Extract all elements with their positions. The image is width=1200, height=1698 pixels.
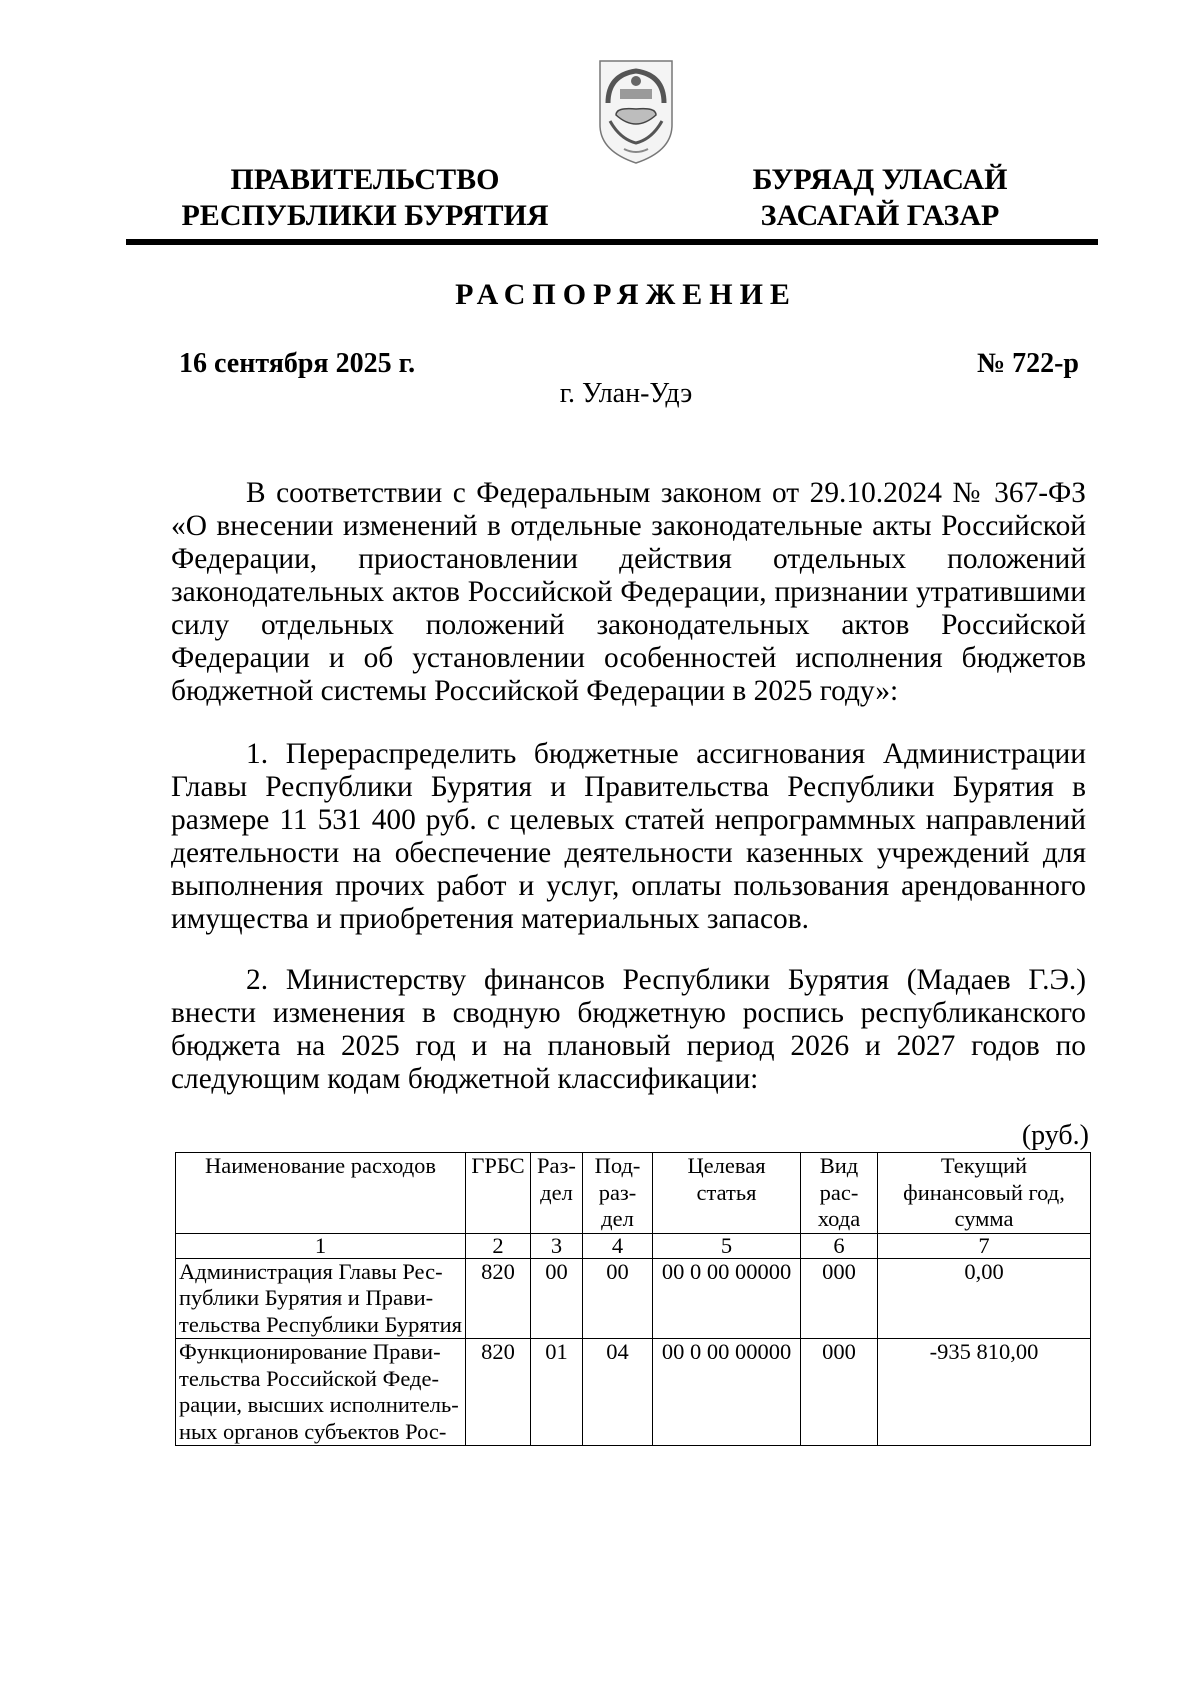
- document-title: РАСПОРЯЖЕНИЕ: [455, 278, 797, 311]
- row-section: 00: [531, 1258, 583, 1339]
- row-name: Функционирование Правительства Российской Федерации, высших исполнительных органов субъектов Рос-: [176, 1339, 466, 1446]
- col-number: 2: [466, 1233, 531, 1258]
- header-right-line2: ЗАСАГАЙ ГАЗАР: [760, 199, 1000, 232]
- table-unit-label: (руб.): [1021, 1120, 1089, 1151]
- col-number: 3: [531, 1233, 583, 1258]
- table-column-numbers-row: [176, 1233, 1091, 1258]
- budget-table: [175, 1152, 1091, 1446]
- col-header-grbs: ГРБС: [466, 1153, 531, 1234]
- col-number: 5: [653, 1233, 801, 1258]
- row-subsection: 00: [583, 1258, 653, 1339]
- row-section: 01: [531, 1339, 583, 1446]
- item-1-paragraph: 1. Перераспределить бюджетные ассигнования Администрации Главы Республики Бурятия и Правительства Республики Бурятия в размере 11 531 400 руб. с целевых статей непрограммных направлений деятельности на обеспечение деятельности казенных учреждений для выполнения прочих работ и услуг, оплаты пользования арендованного имущества и приобретения материальных запасов.: [171, 738, 1086, 935]
- col-number: 1: [176, 1233, 466, 1258]
- header-left-line1: ПРАВИТЕЛЬСТВО: [230, 163, 500, 196]
- row-amount: 0,00: [878, 1258, 1091, 1339]
- col-number: 4: [583, 1233, 653, 1258]
- document-city: г. Улан-Удэ: [559, 378, 693, 409]
- col-header-exp-type: Вид рас-хода: [801, 1153, 878, 1234]
- header-right-line1: БУРЯАД УЛАСАЙ: [752, 163, 1008, 196]
- header-left-line2: РЕСПУБЛИКИ БУРЯТИЯ: [181, 199, 549, 232]
- row-target: 00 0 00 00000: [653, 1339, 801, 1446]
- col-number: 7: [878, 1233, 1091, 1258]
- col-header-section: Раз-дел: [531, 1153, 583, 1234]
- coat-of-arms-emblem: [594, 55, 678, 167]
- item-2-paragraph: 2. Министерству финансов Республики Бурятия (Мадаев Г.Э.) внести изменения в сводную бюджетную роспись республиканского бюджета на 2025 год и на плановый период 2026 и 2027 годов по следующим кодам бюджетной классификации:: [171, 964, 1086, 1095]
- row-exp-type: 000: [801, 1258, 878, 1339]
- col-header-name: Наименование расходов: [176, 1153, 466, 1234]
- row-exp-type: 000: [801, 1339, 878, 1446]
- header-right: [715, 162, 1045, 234]
- document-date: 16 сентября 2025 г.: [179, 348, 416, 379]
- table-row: [176, 1258, 1091, 1339]
- row-name: Администрация Главы Республики Бурятия и Правительства Республики Бурятия: [176, 1258, 466, 1339]
- header-left: [170, 162, 560, 234]
- col-number: 6: [801, 1233, 878, 1258]
- header-divider: [126, 239, 1098, 245]
- row-grbs: 820: [466, 1258, 531, 1339]
- row-amount: -935 810,00: [878, 1339, 1091, 1446]
- row-target: 00 0 00 00000: [653, 1258, 801, 1339]
- table-row: [176, 1339, 1091, 1446]
- col-header-target: Целевая статья: [653, 1153, 801, 1234]
- row-subsection: 04: [583, 1339, 653, 1446]
- preamble-paragraph: В соответствии с Федеральным законом от 29.10.2024 № 367-ФЗ «О внесении изменений в отдельные законодательные акты Российской Федерации, приостановлении действия отдельных положений законодательных актов Российской Федерации, признании утратившими силу отдельных положений законодательных актов Российской Федерации и об установлении особенностей исполнения бюджетов бюджетной системы Российской Федерации в 2025 году»:: [171, 477, 1086, 707]
- row-grbs: 820: [466, 1339, 531, 1446]
- col-header-subsection: Под-раз-дел: [583, 1153, 653, 1234]
- table-header-row: [176, 1153, 1091, 1234]
- col-header-amount: Текущий финансовый год, сумма: [878, 1153, 1091, 1234]
- document-number: № 722-р: [976, 348, 1079, 379]
